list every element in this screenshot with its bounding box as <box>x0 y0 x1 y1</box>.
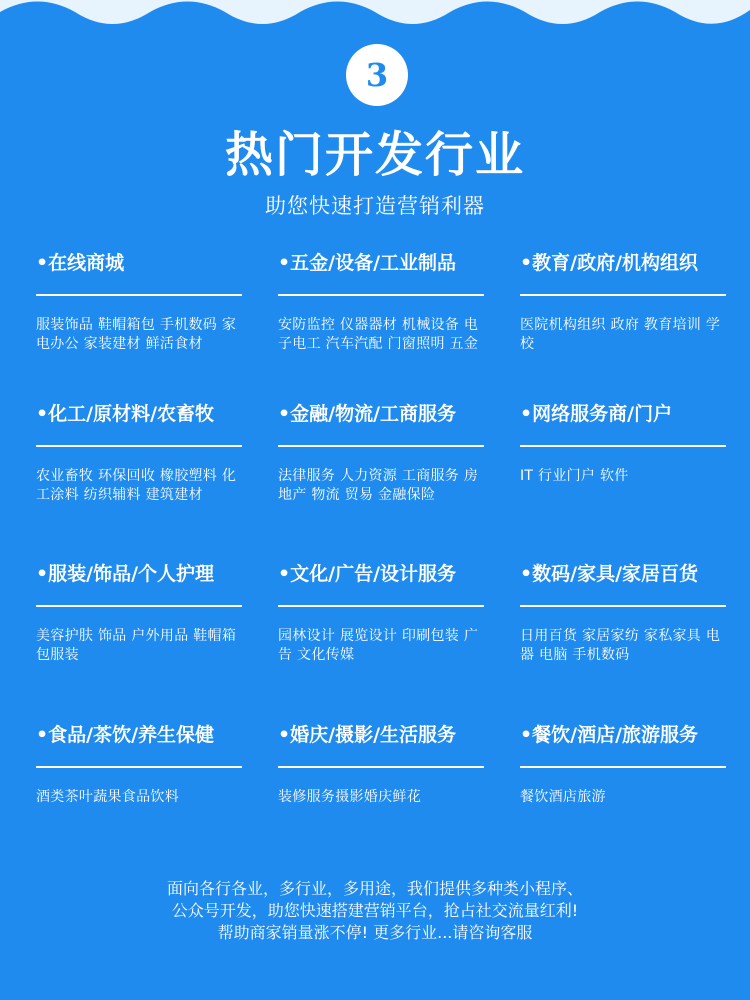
category-divider <box>36 766 242 768</box>
category-title: •食品/茶饮/养生保健 <box>36 724 215 746</box>
section-number: 3 <box>365 56 389 94</box>
category-items: 法律服务 人力资源 工商服务 房地产 物流 贸易 金融保险 <box>278 468 479 503</box>
category-catering <box>520 722 730 807</box>
category-divider <box>278 445 484 447</box>
category-network <box>520 401 730 486</box>
category-divider <box>278 294 484 296</box>
section-number-badge <box>346 44 408 106</box>
category-title: •数码/家具/家居百货 <box>520 563 699 585</box>
category-divider <box>36 605 242 607</box>
footer-text <box>0 878 750 944</box>
category-title: •金融/物流/工商服务 <box>278 403 457 425</box>
category-title: •文化/广告/设计服务 <box>278 563 457 585</box>
category-wedding <box>278 722 488 807</box>
category-items: 服装饰品 鞋帽箱包 手机数码 家电办公 家装建材 鲜活食材 <box>36 317 237 352</box>
category-digital <box>520 561 730 665</box>
category-divider <box>520 294 726 296</box>
category-hardware <box>278 250 488 354</box>
category-items: 装修服务摄影婚庆鲜花 <box>278 789 421 805</box>
page-subtitle: 助您快速打造营销利器 <box>265 194 485 218</box>
category-online-mall <box>36 250 246 354</box>
category-items: 美容护肤 饰品 户外用品 鞋帽箱包服装 <box>36 628 237 663</box>
category-culture <box>278 561 488 665</box>
category-title: •化工/原材料/农畜牧 <box>36 403 215 425</box>
category-items: 园林设计 展览设计 印刷包装 广告 文化传媒 <box>278 628 479 663</box>
category-title: •婚庆/摄影/生活服务 <box>278 724 457 746</box>
category-title: •服装/饰品/个人护理 <box>36 563 215 585</box>
category-title: •餐饮/酒店/旅游服务 <box>520 724 699 746</box>
category-title: •教育/政府/机构组织 <box>520 252 699 274</box>
category-divider <box>36 294 242 296</box>
category-title: •在线商城 <box>36 252 125 274</box>
category-finance <box>278 401 488 505</box>
category-divider <box>520 605 726 607</box>
category-items: IT 行业门户 软件 <box>520 468 629 484</box>
wave-decoration <box>0 0 750 40</box>
category-items: 农业畜牧 环保回收 橡胶塑料 化工涂料 纺织辅料 建筑建材 <box>36 468 237 503</box>
category-apparel <box>36 561 246 665</box>
category-title: •网络服务商/门户 <box>520 403 673 425</box>
category-title: •五金/设备/工业制品 <box>278 252 457 274</box>
category-items: 日用百货 家居家纺 家私家具 电器 电脑 手机数码 <box>520 628 721 663</box>
category-items: 医院机构组织 政府 教育培训 学校 <box>520 317 721 352</box>
page-title: 热门开发行业 <box>224 127 525 183</box>
category-divider <box>520 766 726 768</box>
category-items: 酒类茶叶蔬果食品饮料 <box>36 789 179 805</box>
category-divider <box>520 445 726 447</box>
category-divider <box>278 605 484 607</box>
footer-line: 帮助商家销量涨不停! 更多行业...请咨询客服 <box>217 923 533 942</box>
category-divider <box>278 766 484 768</box>
category-education <box>520 250 730 354</box>
category-items: 餐饮酒店旅游 <box>520 789 606 805</box>
category-divider <box>36 445 242 447</box>
footer-line: 公众号开发，助您快速搭建营销平台，抢占社交流量红利! <box>171 901 579 920</box>
footer-line: 面向各行各业，多行业，多用途，我们提供多种类小程序、 <box>166 879 583 898</box>
category-chemical <box>36 401 246 505</box>
category-food <box>36 722 246 807</box>
category-items: 安防监控 仪器器材 机械设备 电子电工 汽车汽配 门窗照明 五金 <box>278 317 479 352</box>
